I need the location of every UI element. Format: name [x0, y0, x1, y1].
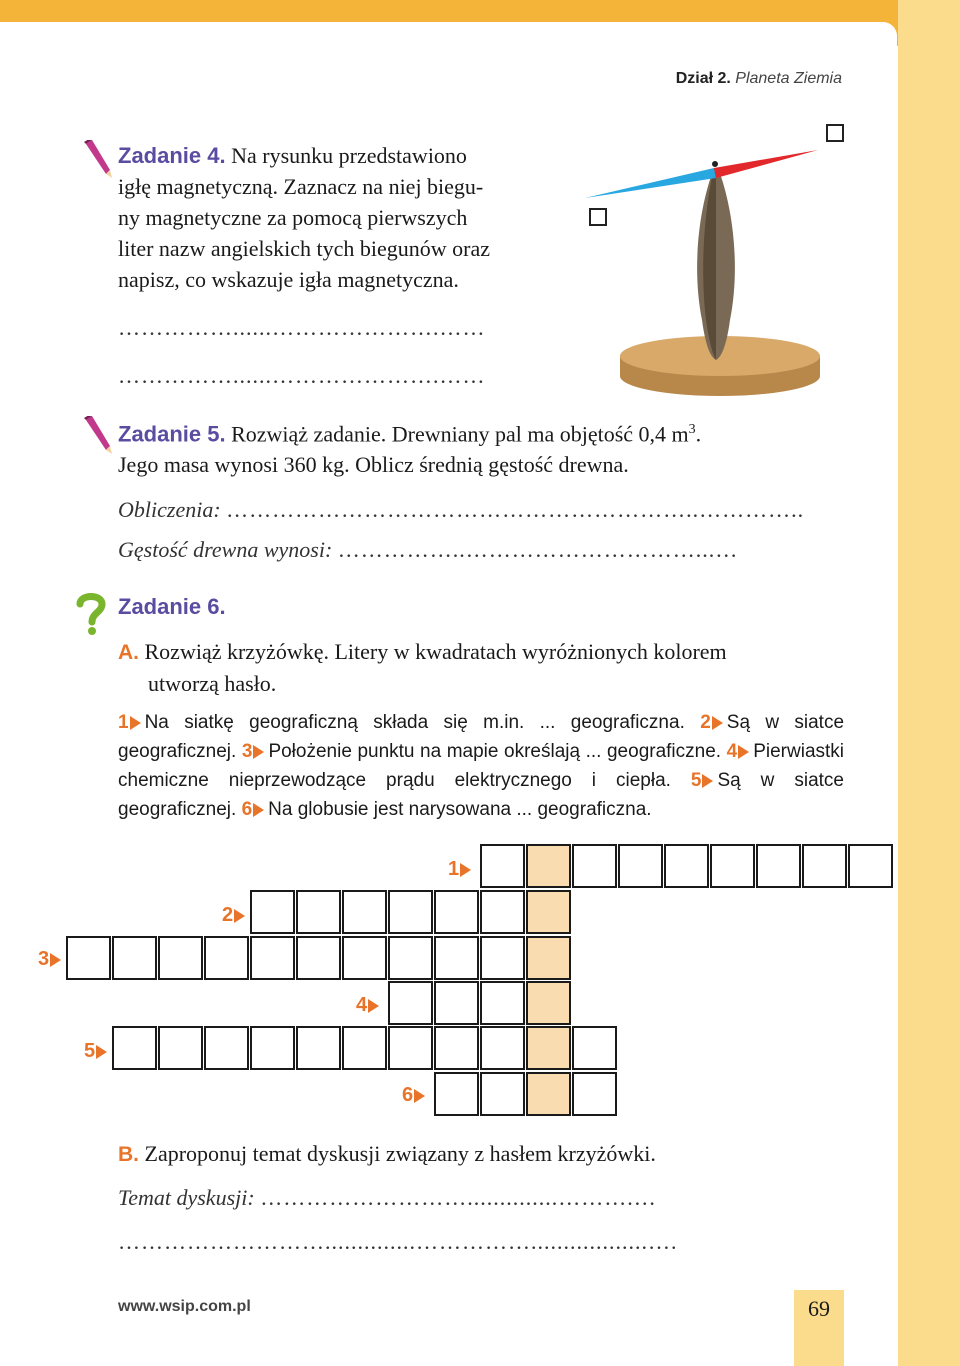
crossword-cell[interactable]	[250, 1026, 295, 1070]
clue-arrow-icon	[253, 803, 264, 817]
clue-1-number: 1	[118, 712, 129, 733]
task4-line-2: igłę magnetyczną. Zaznacz na niej biegu-	[118, 174, 484, 199]
topic-label: Temat dyskusji:	[118, 1185, 255, 1210]
task5-line-2: Jego masa wynosi 360 kg. Oblicz średnią gęstość drewna.	[118, 452, 629, 478]
task6-a	[118, 636, 858, 699]
crossword-cell[interactable]	[802, 844, 847, 888]
task5-exponent: 3	[688, 422, 696, 437]
row-label-2: 2	[222, 904, 249, 927]
clue-2-number: 2	[700, 712, 711, 733]
crossword-cell[interactable]	[204, 936, 249, 980]
task5-text	[118, 414, 858, 480]
crossword-cell[interactable]	[296, 890, 341, 934]
crossword-cell[interactable]	[526, 981, 571, 1025]
crossword-cell[interactable]	[434, 890, 479, 934]
crossword-cell[interactable]	[480, 1072, 525, 1116]
north-pole-checkbox[interactable]	[826, 124, 844, 142]
task4-line-5: napisz, co wskazuje igła magnetyczna.	[118, 267, 459, 292]
crossword-cell[interactable]	[296, 1026, 341, 1070]
crossword-cell[interactable]	[388, 981, 433, 1025]
crossword-cell[interactable]	[618, 844, 663, 888]
topic-row	[118, 1182, 657, 1213]
crossword-cell[interactable]	[572, 1026, 617, 1070]
task5-line-1: Rozwiąż zadanie. Drewniany pal ma objętość 0,4 m	[231, 421, 689, 447]
crossword-cell[interactable]	[342, 936, 387, 980]
page-right-border	[898, 0, 960, 1366]
task5-line-1-end: .	[695, 421, 702, 447]
crossword-cell[interactable]	[480, 936, 525, 980]
crossword-cell[interactable]	[250, 936, 295, 980]
task6-b-text: Zaproponuj temat dyskusji związany z hasłem krzyżówki.	[144, 1141, 656, 1166]
crossword-cell[interactable]	[388, 936, 433, 980]
task4-title: Zadanie 4.	[118, 143, 226, 168]
row-label-3: 3	[38, 948, 65, 971]
crossword-cell[interactable]	[710, 844, 755, 888]
crossword-cell[interactable]	[664, 844, 709, 888]
crossword-cell[interactable]	[572, 1072, 617, 1116]
crossword-cell[interactable]	[526, 1026, 571, 1070]
section-number: Dział 2.	[675, 70, 731, 87]
task4-line-4: liter nazw angielskich tych biegunów oraz	[118, 236, 491, 261]
density-field[interactable]: ……………..…………………………...…	[337, 537, 739, 562]
crossword-cell[interactable]	[480, 1026, 525, 1070]
row-label-4: 4	[356, 994, 383, 1017]
density-row	[118, 534, 738, 565]
clue-arrow-icon	[738, 745, 749, 759]
clue-1-text: Na siatkę geograficzną składa się m.in. ... geograficzna.	[144, 712, 685, 733]
crossword-clues	[118, 708, 844, 824]
row-label-5: 5	[84, 1040, 111, 1063]
crossword-cell[interactable]	[296, 936, 341, 980]
crossword-cell[interactable]	[158, 1026, 203, 1070]
clue-3-text: Położenie punktu na mapie określają ... geograficzne.	[268, 741, 722, 762]
clue-arrow-icon	[712, 716, 723, 730]
crossword-cell[interactable]	[112, 936, 157, 980]
publisher-url[interactable]: www.wsip.com.pl	[118, 1298, 251, 1315]
magnetic-needle-illustration	[580, 120, 850, 400]
section-title: Planeta Ziemia	[735, 70, 842, 87]
clue-3-number: 3	[241, 741, 253, 762]
crossword-cell[interactable]	[756, 844, 801, 888]
topic-field-2[interactable]: ………………………..............……………..................….	[118, 1229, 678, 1254]
clue-4-text: Pierwiastki chemiczne nieprzewodzące prądu elektrycznego i ciepła.	[118, 741, 845, 791]
crossword-cell[interactable]	[480, 890, 525, 934]
task6-a-text-2: utworzą hasło.	[148, 671, 277, 696]
task4-line-3: ny magnetyczne za pomocą pierwszych	[118, 205, 468, 230]
task6-title: Zadanie 6.	[118, 594, 226, 619]
density-label: Gęstość drewna wynosi:	[118, 537, 333, 562]
clue-arrow-icon	[702, 774, 713, 788]
clue-5-number: 5	[690, 770, 702, 791]
crossword-cell[interactable]	[112, 1026, 157, 1070]
clue-4-number: 4	[726, 741, 738, 762]
task6-b	[118, 1138, 858, 1170]
pencil-icon	[80, 416, 114, 456]
task6-a-label: A.	[118, 641, 139, 664]
south-pole-checkbox[interactable]	[589, 208, 607, 226]
calculations-field[interactable]: ……………………………………………………..…………..	[226, 497, 805, 522]
calculations-label: Obliczenia:	[118, 497, 221, 522]
row-label-6: 6	[402, 1084, 429, 1107]
task5-title: Zadanie 5.	[118, 421, 226, 447]
task6-a-text: Rozwiąż krzyżówkę. Litery w kwadratach wyróżnionych kolorem	[144, 639, 727, 664]
crossword-cell[interactable]	[388, 890, 433, 934]
crossword-cell[interactable]	[434, 936, 479, 980]
question-mark-icon	[74, 592, 108, 636]
section-header	[676, 70, 842, 88]
crossword-cell[interactable]	[250, 890, 295, 934]
clue-6-text: Na globusie jest narysowana ... geograficzna.	[268, 799, 652, 820]
task4-answer-line-1[interactable]: ……………......………………….……	[118, 315, 486, 340]
crossword-cell[interactable]	[434, 1026, 479, 1070]
clue-6-number: 6	[241, 799, 253, 820]
clue-arrow-icon	[253, 745, 264, 759]
crossword-cell[interactable]	[526, 844, 571, 888]
crossword-cell[interactable]	[388, 1026, 433, 1070]
row-label-1: 1	[448, 858, 475, 881]
crossword-cell[interactable]	[434, 1072, 479, 1116]
clue-5-text: Są w siatce geograficznej.	[118, 770, 844, 820]
crossword-cell[interactable]	[572, 844, 617, 888]
crossword-cell[interactable]	[526, 1072, 571, 1116]
crossword-cell[interactable]	[526, 936, 571, 980]
page-number: 69	[808, 1296, 830, 1321]
crossword-cell[interactable]	[526, 890, 571, 934]
crossword-cell[interactable]	[480, 844, 525, 888]
crossword-cell[interactable]	[848, 844, 893, 888]
crossword-cell[interactable]	[66, 936, 111, 980]
crossword-cell[interactable]	[480, 981, 525, 1025]
crossword-cell[interactable]	[342, 890, 387, 934]
pencil-icon	[80, 140, 114, 180]
task4-text	[118, 140, 578, 295]
clue-2-text: Są w siatce geograficznej.	[118, 712, 845, 762]
clue-arrow-icon	[130, 716, 141, 730]
crossword-cell[interactable]	[158, 936, 203, 980]
crossword-cell[interactable]	[204, 1026, 249, 1070]
task4-answer-line-2[interactable]: ……………......………………….……	[118, 363, 486, 388]
topic-field[interactable]: ………………………..............……….…	[260, 1185, 657, 1210]
task6-b-label: B.	[118, 1143, 139, 1166]
calculations-row	[118, 494, 804, 525]
task4-line-1: Na rysunku przedstawiono	[231, 143, 467, 168]
crossword-cell[interactable]	[434, 981, 479, 1025]
crossword-cell[interactable]	[342, 1026, 387, 1070]
